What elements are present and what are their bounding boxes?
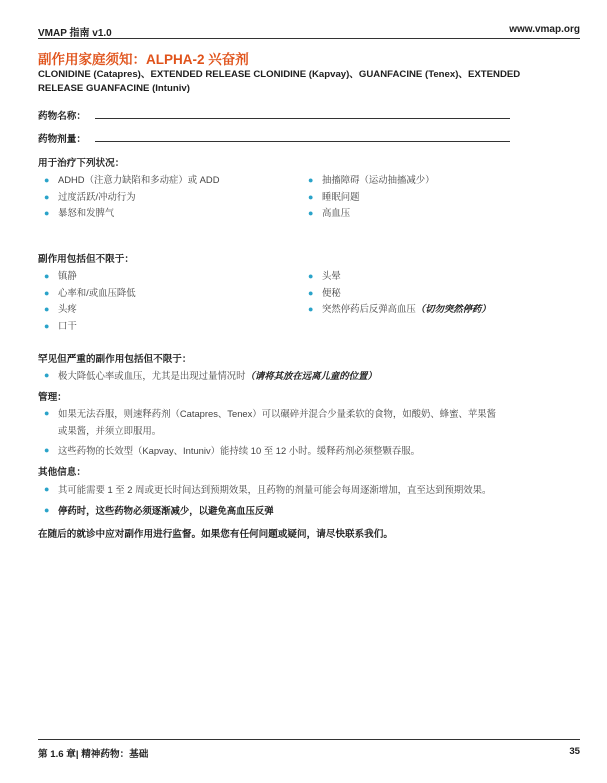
page-number: 35 [569, 746, 580, 757]
other-info-item-1: ● 其可能需要 1 至 2 周或更长时间达到预期效果，且药物的剂量可能会每周逐渐增加，直至达到预期效果。 [58, 481, 491, 498]
bullet-icon: ● [308, 208, 314, 218]
footer-chapter: 第 1.6 章| 精神药物：基础 [38, 749, 149, 760]
do-not-stop-warning: （切勿突然停药） [415, 303, 491, 314]
header-website: www.vmap.org [509, 24, 580, 35]
page-title: 副作用家庭须知：ALPHA-2 兴奋剂 [38, 52, 249, 67]
bullet-icon: ● [44, 287, 50, 298]
bullet-icon: ● [44, 505, 50, 515]
bullet-icon: ● [308, 271, 314, 281]
list-item: ● 镇静 [38, 268, 136, 285]
list-item: ● 便秘 [302, 285, 491, 302]
bullet-icon: ● [44, 484, 50, 494]
drug-name-line[interactable] [95, 118, 510, 119]
drug-list-subtitle: CLONIDINE (Catapres)、EXTENDED RELEASE CLONIDINE (Kapvay)、GUANFACINE (Tenex)、EXTENDED RELEASE GUANFACINE (Intuniv) [38, 69, 521, 94]
other-info-heading: 其他信息： [38, 467, 86, 478]
bullet-icon: ● [44, 191, 50, 202]
header-divider [38, 38, 580, 39]
list-item: ● 抽搐障碍（运动抽搐减少） [302, 172, 435, 189]
keep-away-warning: （请将其放在远离儿童的位置） [245, 370, 377, 381]
footer-divider [38, 739, 580, 740]
drug-name-field[interactable] [38, 108, 86, 122]
bullet-icon: ● [308, 287, 314, 298]
list-item: ● 心率和/或血压降低 [38, 285, 136, 302]
bullet-icon: ● [44, 271, 50, 281]
side-effects-heading: 副作用包括但不限于： [38, 254, 134, 265]
side-effects-list-left [38, 268, 136, 334]
bullet-icon: ● [44, 320, 50, 331]
list-item: ● 过度活跃/冲动行为 [38, 189, 219, 206]
bullet-icon: ● [44, 304, 50, 314]
drug-dose-field[interactable] [38, 131, 86, 145]
other-info-item-2: ● 停药时，这些药物必须逐渐减少，以避免高血压反弹 [58, 502, 274, 519]
list-item: ● 暴怒和发脾气 [38, 205, 219, 222]
conditions-list-right [302, 172, 435, 222]
rare-effects-item: ● 极大降低心率或血压，尤其是出现过量情况时（请将其放在远离儿童的位置） [58, 367, 377, 384]
list-item: ● 高血压 [302, 205, 435, 222]
side-effects-list-right [302, 268, 491, 318]
bullet-icon: ● [44, 175, 50, 185]
list-item: ● 口干 [38, 318, 136, 335]
list-item: ● 睡眠问题 [302, 189, 435, 206]
closing-note: 在随后的就诊中应对副作用进行监督。如果您有任何问题或疑问，请尽快联系我们。 [38, 529, 393, 540]
management-item-2: ● 这些药物的长效型（Kapvay、Intuniv）能持续 10 至 12 小时。缓释药剂必须整颗吞服。 [58, 442, 420, 459]
page-header [38, 24, 580, 38]
management-item-1: ● 如果无法吞服，则速释药剂（Catapres、Tenex）可以碾碎并混合少量柔软的食物，如酸奶、蜂蜜、苹果酱 或果酱，并须立即服用。 [58, 405, 558, 439]
bullet-icon: ● [44, 408, 50, 418]
bullet-icon: ● [44, 445, 50, 455]
bullet-icon: ● [308, 191, 314, 202]
list-item: ● 头晕 [302, 268, 491, 285]
list-item: ● 突然停药后反弹高血压（切勿突然停药） [302, 301, 491, 318]
management-heading: 管理： [38, 392, 67, 403]
header-guide-title: VMAP 指南 v1.0 [38, 28, 112, 39]
bullet-icon: ● [308, 175, 314, 185]
bullet-icon: ● [44, 370, 50, 380]
list-item: ● 头疼 [38, 301, 136, 318]
rare-effects-heading: 罕见但严重的副作用包括但不限于： [38, 354, 192, 365]
bullet-icon: ● [308, 304, 314, 314]
bullet-icon: ● [44, 208, 50, 218]
conditions-list-left [38, 172, 219, 222]
drug-dose-line[interactable] [95, 141, 510, 142]
conditions-heading: 用于治疗下列状况： [38, 158, 125, 169]
list-item: ● ADHD（注意力缺陷和多动症）或 ADD [38, 172, 219, 189]
drug-dose-label: 药物剂量： [38, 134, 86, 145]
drug-name-label: 药物名称： [38, 111, 86, 122]
